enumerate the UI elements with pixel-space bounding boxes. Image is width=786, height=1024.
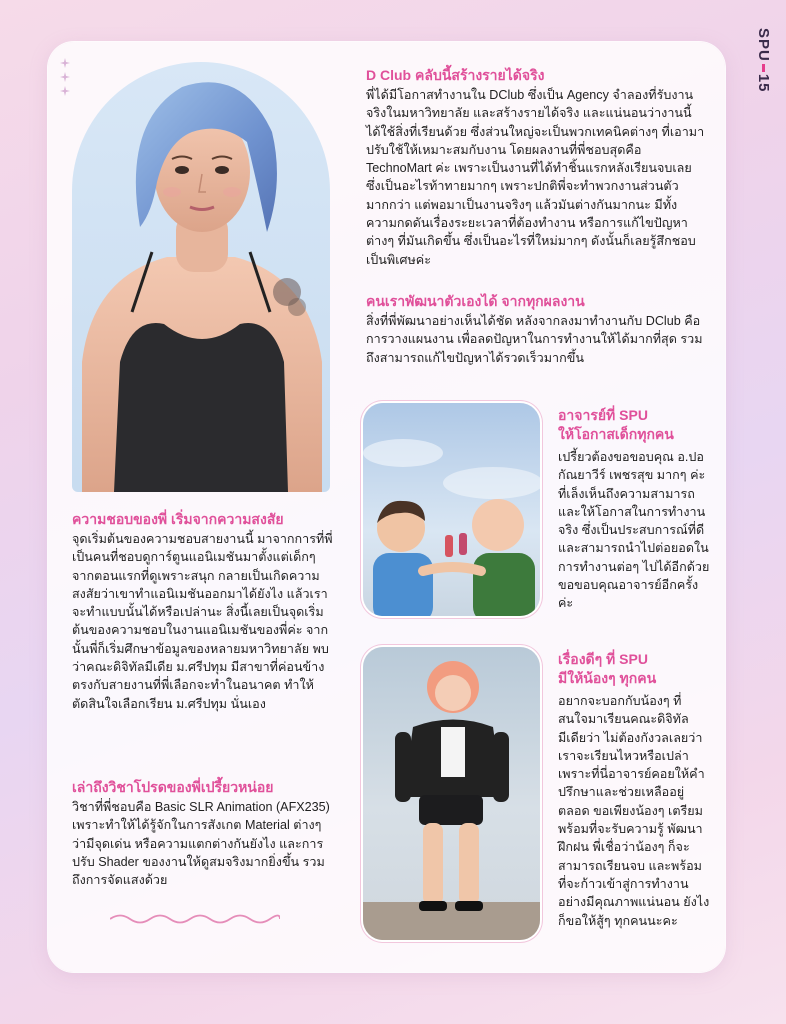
good-heading xyxy=(558,650,718,688)
teacher-heading-line2: ให้โอกาสเด็กทุกคน xyxy=(558,426,674,442)
teacher-paragraph: เปรี้ยวต้องขอขอบคุณ อ.ปอ กัณยาวีร์ เพชรสุข มากๆ ค่ะ ที่เล็งเห็นถึงความสามารถ และให้โอกาสในการทำงานจริง ซึ่งเป็นประสบการณ์ที่ดี และสามารถนำไปต่อยอดในการทำงานต่อๆ ไปได้อีกด้วย ขอขอบคุณอาจารย์อีกครั้งค่ะ xyxy=(558,450,710,611)
good-paragraph: อยากจะบอกกับน้องๆ ที่สนใจมาเรียนคณะดิจิทัลมีเดียว่า ไม่ต้องกังวลเลยว่าเราจะเรียนไหวหรือเปล่า เพราะที่นี่อาจารย์คอยให้คำปรึกษาและช่วยเหลืออยู่ตลอด ขอเพียงน้องๆ เตรียมพร้อมที่จะรับความรู้ พัฒนา ฝึกฝน พี่เชื่อว่าน้องๆ ก็จะสามารถเรียนจบ และพร้อมที่จะก้าวเข้าสู่การทำงานอย่างมีคุณภาพแน่นอน ยังไงก็ขอให้สู้ๆ ทุกคนนะคะ xyxy=(558,694,710,928)
page-tag-separator xyxy=(762,64,765,72)
sparkle-icon xyxy=(60,86,70,96)
good-heading-line1: เรื่องดีๆ ที่ SPU xyxy=(558,651,648,667)
passion-paragraph: จุดเริ่มต้นของความชอบสายงานนี้ มาจากการที่พี่เป็นคนที่ชอบดูการ์ตูนแอนิเมชันมาตั้งแต่เด็กๆ จากตอนแรกที่ดูเพราะสนุก กลายเป็นเกิดความสงสัยว่าเขาทำแอนิเมชันออกมาได้ยังไง แล้วเราจะทำแบบนั้นได้หรือเปล่านะ สิ่งนี้เลยเป็นจุดเริ่มต้นของความชอบในงานแอนิเมชันของพี่ค่ะ จากนั้นพี่ก็เริ่มศึกษาข้อมูลของหลายมหาวิทยาลัย พบว่าคณะดิจิทัลมีเดีย ม.ศรีปทุม มีสาขาที่ค่อนข้างตรงกับสายงานที่พี่เลือกจะทำในอนาคต ทำให้ตัดสินใจเลือกเรียน ม.ศรีปทุม นั่นเอง xyxy=(72,532,333,711)
kids-with-popsicles-illustration xyxy=(363,403,540,616)
subject-paragraph: วิชาที่พี่ชอบคือ Basic SLR Animation (AFX235) เพราะทำให้ได้รู้จักในการสังเกต Material ต่างๆ ว่ามีจุดเด่น หรือความแตกต่างกันยังไง และการปรับ Shader ของงานให้ดูสมจริงมากยิ่งขึ้น รวมถึงการจัดแสงด้วย xyxy=(72,800,330,888)
blue-haired-character-illustration xyxy=(72,62,330,492)
develop-heading: คนเราพัฒนาตัวเองได้ จากทุกผลงาน xyxy=(366,293,585,309)
dclub-paragraph: พี่ได้มีโอกาสทำงานใน DClub ซึ่งเป็น Agency จำลองที่รับงานจริงในมหาวิทยาลัย และสร้างรายได้จริง และแน่นอนว่างานนี้ได้ใช้สิ่งที่เรียนด้วย ซึ่งส่วนใหญ่จะเป็นพวกเทคนิคต่างๆ ที่เอามาปรับใช้ให้เหมาะสมกับงาน โดยผลงานที่พี่ชอบสุดคือ TechnoMart ค่ะ เพราะเป็นงานที่ได้ทำชิ้นแรกหลังเรียนจบเลย ซึ่งเป็นอะไรท้าทายมากๆ เพราะปกติพี่จะทำพวกงานส่วนตัวมากกว่า แต่พอมาเป็นงานจริงๆ แล้วมันต่างกันมากนะ มีทั้งความกดดันเรื่องระยะเวลาที่ต้องทำงาน หรือการแก้ไขปัญหาต่างๆ ที่มันเกิดขึ้น ซึ่งเป็นอะไรที่ใหม่มากๆ ดังนั้นก็เลยรู้สึกชอบเป็นพิเศษค่ะ xyxy=(366,88,705,267)
sparkle-decoration xyxy=(60,58,76,114)
girl-with-hoodie-illustration xyxy=(363,647,540,940)
good-heading-line2: มีให้น้องๆ ทุกคน xyxy=(558,670,657,686)
kids-image xyxy=(363,403,540,616)
page-number: 15 xyxy=(755,73,772,93)
sparkle-icon xyxy=(60,58,70,68)
portrait-image xyxy=(72,62,330,492)
sparkle-icon xyxy=(60,72,70,82)
subject-heading: เล่าถึงวิชาโปรดของพี่เปรี้ยวหน่อย xyxy=(72,779,274,795)
page-tag xyxy=(755,28,772,93)
dclub-heading: D Club คลับนี้สร้างรายได้จริง xyxy=(366,67,545,83)
wave-divider xyxy=(110,912,280,926)
teacher-heading-line1: อาจารย์ที่ SPU xyxy=(558,407,648,423)
passion-heading: ความชอบของพี่ เริ่มจากความสงสัย xyxy=(72,511,284,527)
develop-paragraph: สิ่งที่พี่พัฒนาอย่างเห็นได้ชัด หลังจากลงมาทำงานกับ DClub คือการวางแผนงาน เพื่อลดปัญหาในการทำงานให้ได้มากที่สุด รวมถึงสามารถแก้ไขปัญหาได้รวดเร็วมากขึ้น xyxy=(366,314,703,365)
teacher-heading xyxy=(558,406,718,444)
page-brand: SPU xyxy=(755,28,772,62)
girl-image xyxy=(363,647,540,940)
